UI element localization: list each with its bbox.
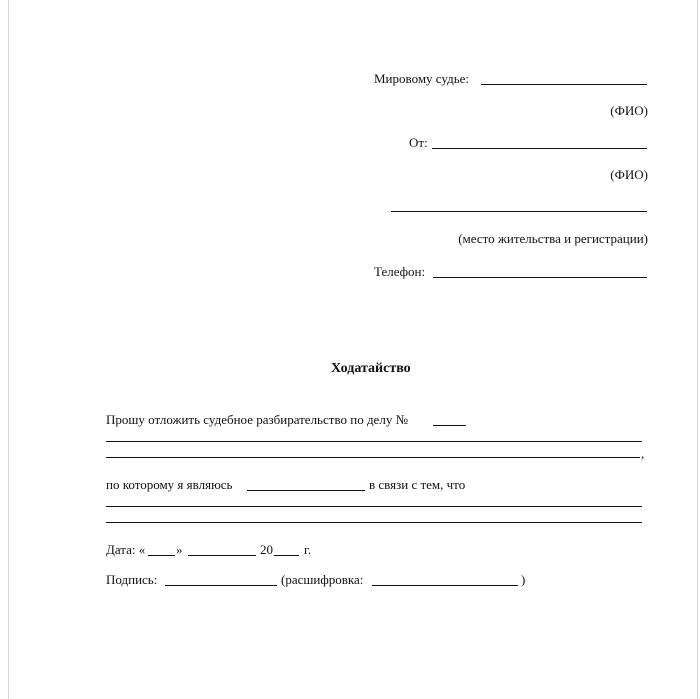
year-suffix: г.: [304, 542, 312, 557]
from-name-line: [432, 148, 647, 149]
party-text: по которому я являюсь: [106, 477, 233, 492]
party-role-line: [247, 490, 365, 491]
date-close-quote: »: [176, 542, 183, 557]
residence-caption: (место жительства и регистрации): [458, 231, 648, 246]
blank-line-1: [106, 441, 642, 442]
year-line: [274, 555, 299, 556]
decode-close: ): [521, 572, 526, 587]
fio-caption-2: (ФИО): [610, 167, 648, 182]
year-prefix: 20: [260, 542, 273, 557]
signature-line: [165, 585, 277, 586]
document-page: [8, 0, 698, 699]
blank-line-3: [106, 506, 642, 507]
fio-caption-1: (ФИО): [610, 103, 648, 118]
residence-line: [391, 211, 647, 212]
date-month-line: [188, 555, 256, 556]
judge-label: Мировому судье:: [374, 71, 469, 86]
phone-line: [433, 277, 647, 278]
date-day-line: [148, 555, 175, 556]
signature-label: Подпись:: [106, 572, 158, 587]
phone-label: Телефон:: [374, 264, 426, 279]
date-label: Дата: «: [106, 542, 146, 557]
reason-text: в связи с тем, что: [369, 477, 466, 492]
judge-name-line: [481, 84, 647, 85]
from-label: От:: [409, 135, 428, 150]
request-text: Прошу отложить судебное разбирательство по делу №: [106, 412, 408, 427]
case-number-line: [433, 425, 466, 426]
blank-line-4: [106, 522, 642, 523]
line-comma: ,: [641, 446, 645, 461]
decode-line: [372, 585, 518, 586]
document-title: Ходатайство: [331, 361, 411, 376]
blank-line-2: [106, 457, 640, 458]
decode-open: (расшифровка:: [281, 572, 364, 587]
